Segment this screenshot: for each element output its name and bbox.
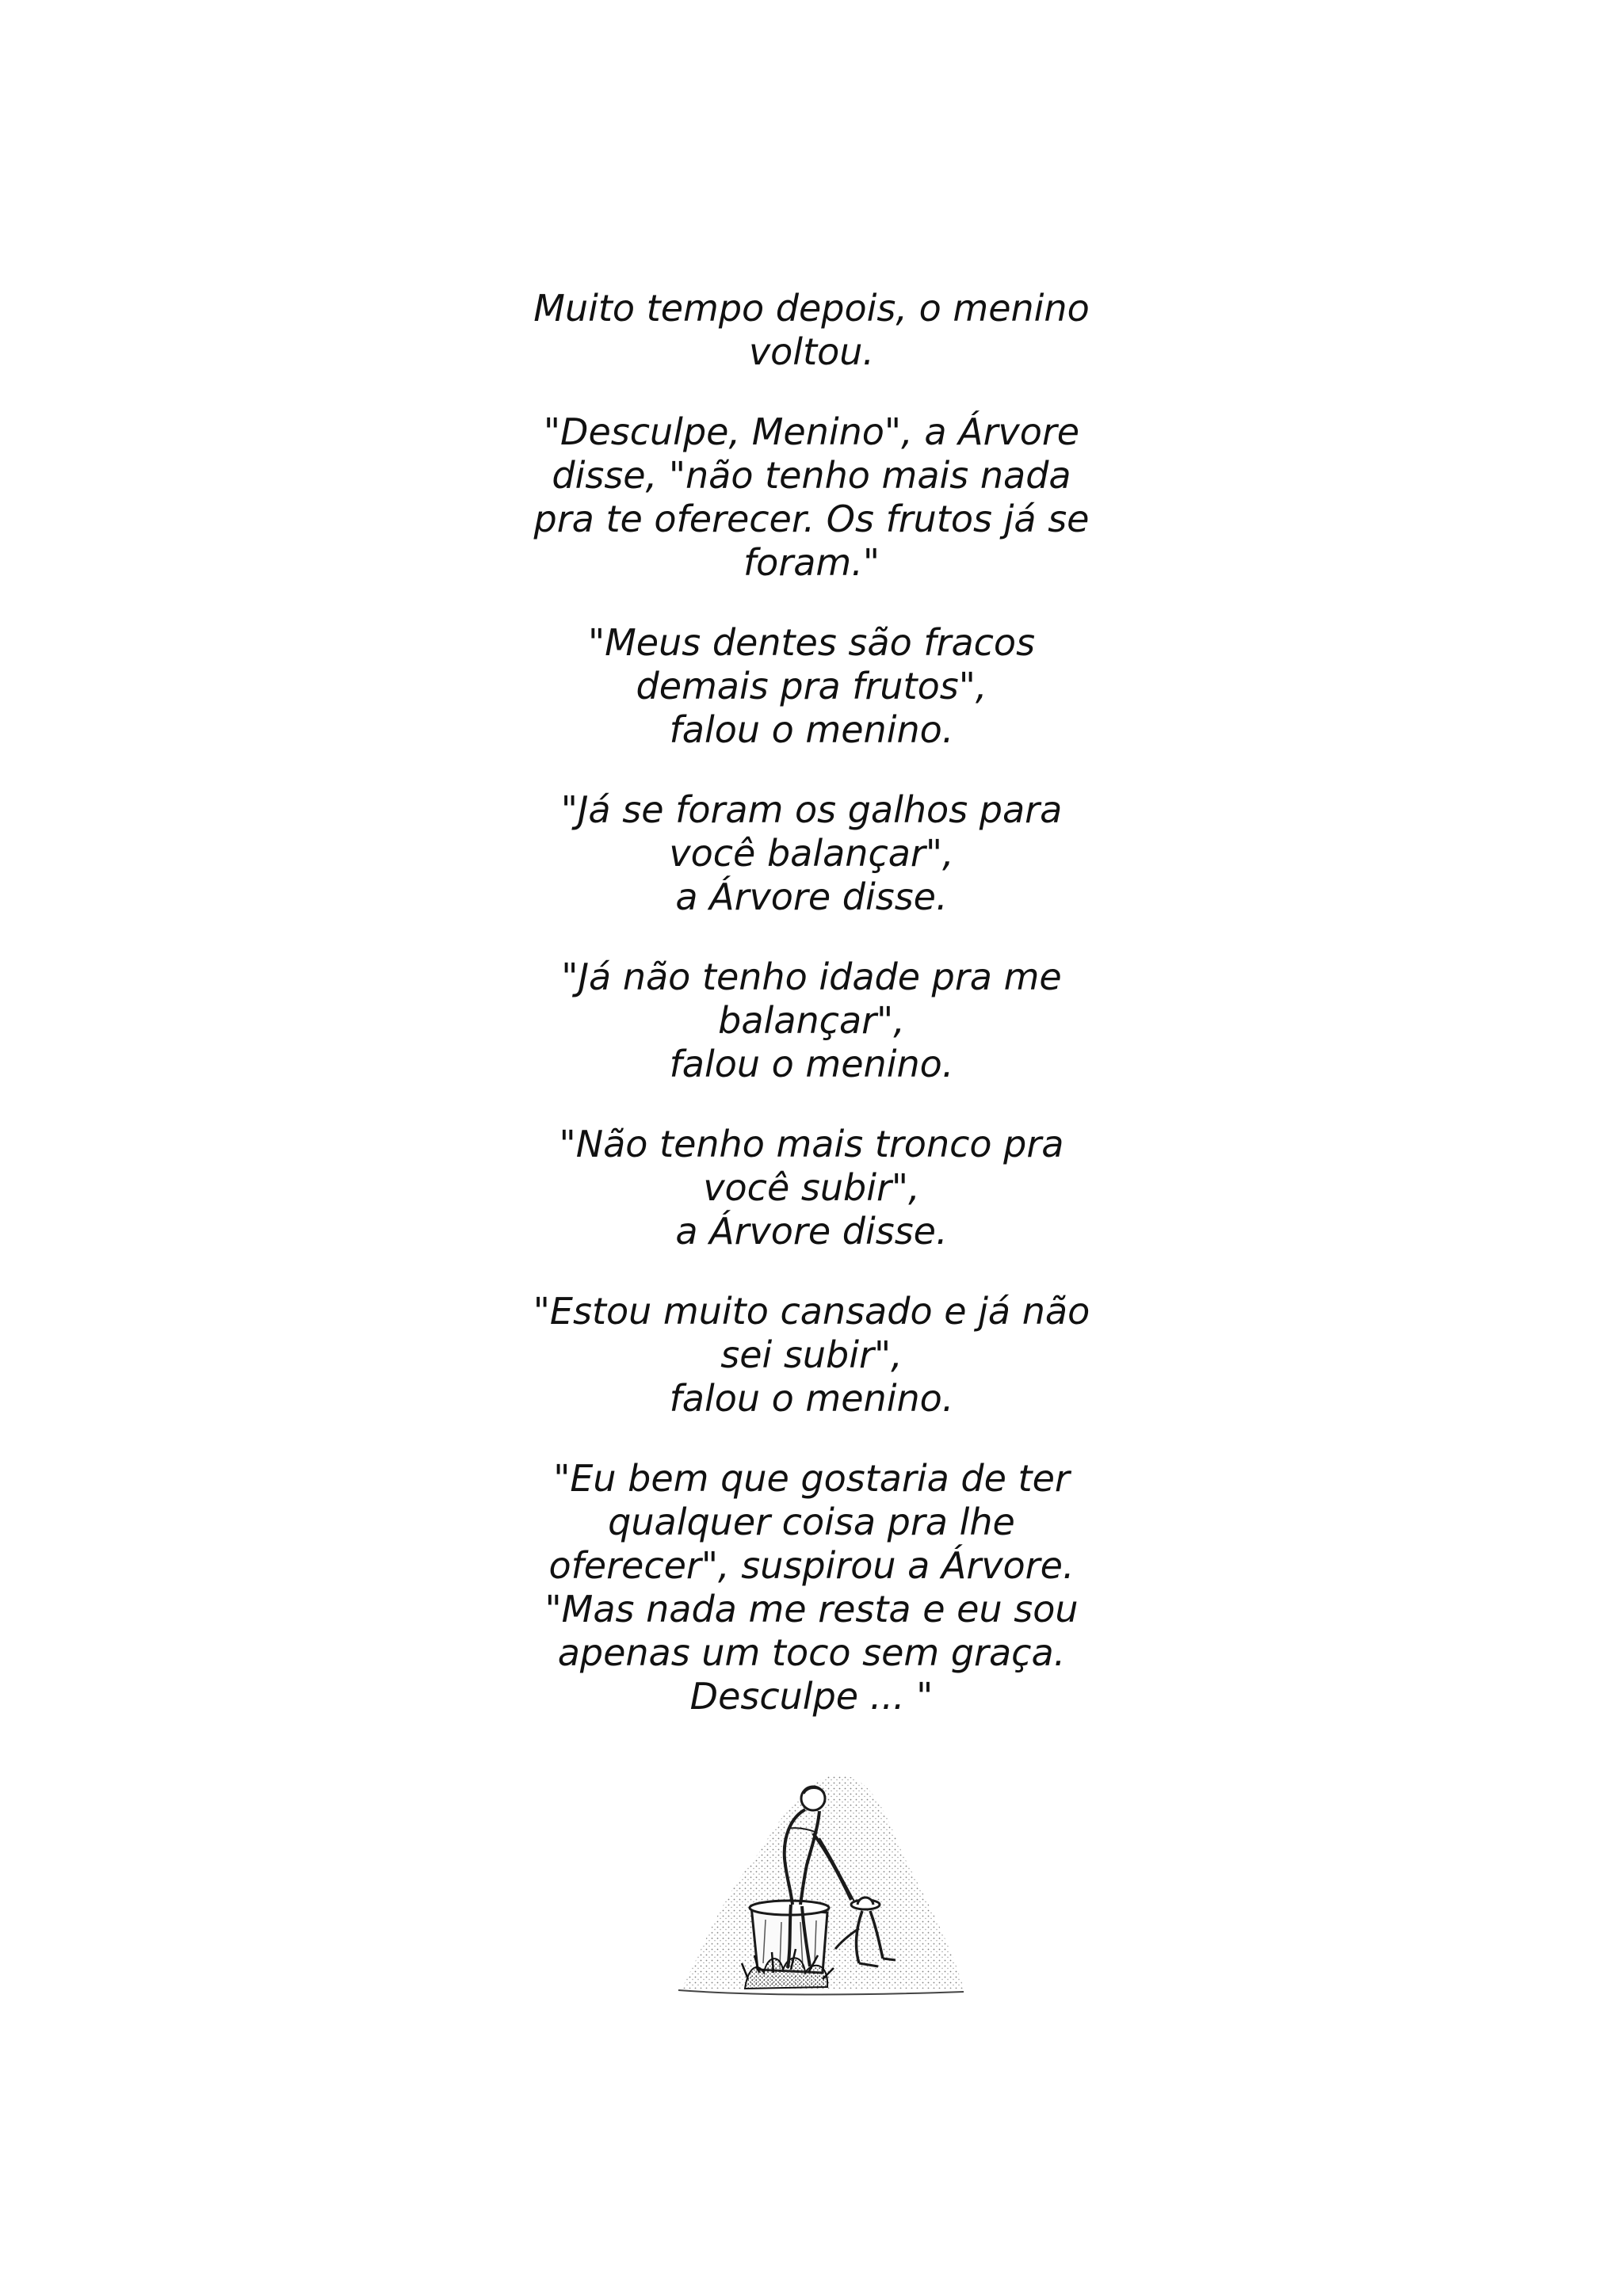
poem-text	[495, 287, 1128, 1755]
stanza	[495, 955, 1128, 1086]
poem-line: "Eu bem que gostaria de ter	[553, 1457, 1070, 1500]
poem-line: sei subir",	[720, 1333, 903, 1376]
stanza	[495, 410, 1128, 585]
ground-line	[678, 1990, 964, 1995]
poem-line: pra te oferecer. Os frutos já se	[533, 498, 1090, 540]
stanza	[495, 1123, 1128, 1253]
old-man-and-tree-stump-illustration	[672, 1765, 970, 2003]
poem-line: balançar",	[718, 999, 905, 1042]
poem-line: "Já não tenho idade pra me	[561, 955, 1062, 998]
stanza	[495, 287, 1128, 374]
poem-line: qualquer coisa pra lhe	[608, 1501, 1015, 1543]
stanza	[495, 1290, 1128, 1421]
poem-line: "Desculpe, Menino", a Árvore	[543, 410, 1080, 453]
poem-line: oferecer", suspirou a Árvore.	[548, 1544, 1075, 1587]
poem-line: falou o menino.	[669, 1043, 954, 1085]
poem-line: "Estou muito cansado e já não	[533, 1290, 1090, 1333]
poem-line: demais pra frutos",	[636, 665, 987, 707]
poem-line: Muito tempo depois, o menino	[533, 287, 1090, 330]
stanza	[495, 621, 1128, 752]
poem-line: você balançar",	[669, 832, 954, 875]
poem-line: Desculpe ... "	[689, 1675, 934, 1718]
poem-line: "Mas nada me resta e eu sou	[544, 1588, 1079, 1630]
poem-line: a Árvore disse.	[675, 1210, 948, 1253]
poem-line: a Árvore disse.	[675, 875, 948, 918]
poem-line: "Já se foram os galhos para	[560, 788, 1063, 831]
poem-line: falou o menino.	[669, 708, 954, 751]
poem-line: você subir",	[703, 1166, 920, 1209]
poem-line: falou o menino.	[669, 1377, 954, 1420]
poem-line: foram."	[743, 541, 880, 584]
poem-line: disse, "não tenho mais nada	[552, 454, 1071, 497]
stanza	[495, 788, 1128, 919]
poem-line: "Meus dentes são fracos	[587, 621, 1036, 664]
poem-line: "Não tenho mais tronco pra	[559, 1123, 1064, 1165]
poem-line: apenas um toco sem graça.	[557, 1631, 1066, 1674]
stanza	[495, 1457, 1128, 1718]
illustration-svg	[672, 1765, 970, 2003]
poem-line: voltou.	[748, 330, 875, 373]
